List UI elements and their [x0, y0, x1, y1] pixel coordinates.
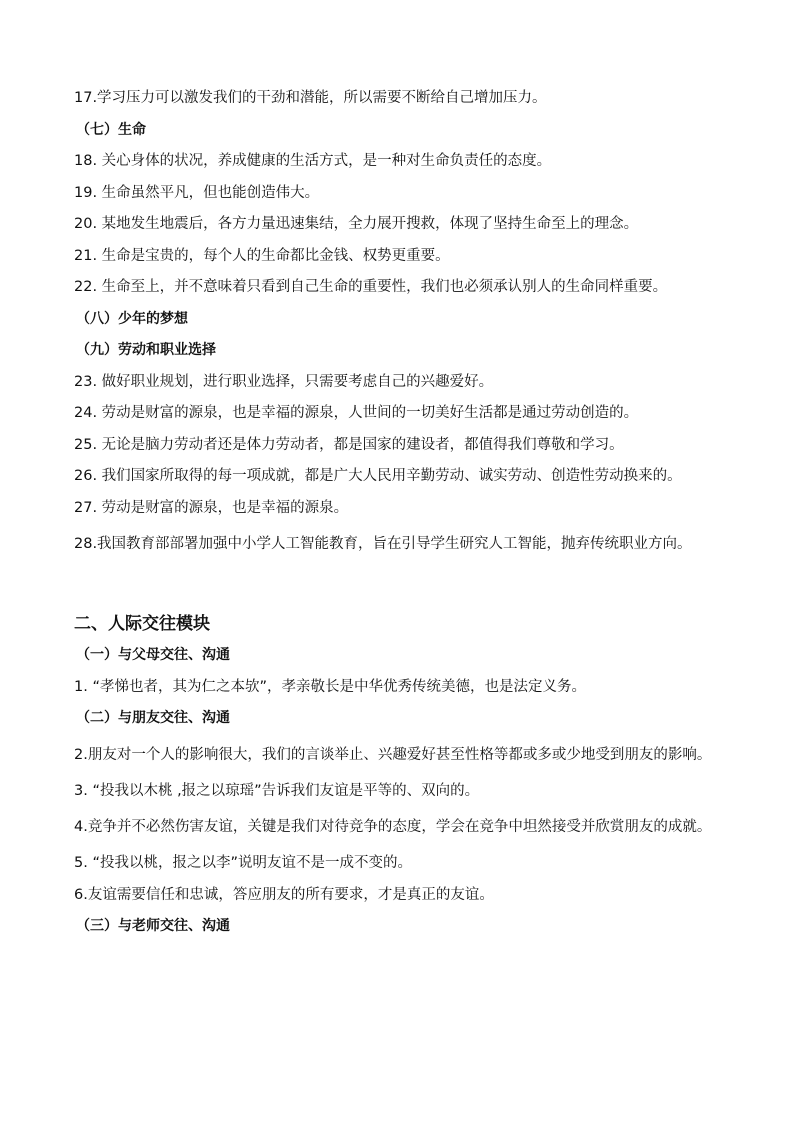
- subheading-teachers: （三）与老师交往、沟通: [76, 918, 230, 934]
- document-page: [74, 88, 724, 948]
- statement-20: 20. 某地发生地震后，各方力量迅速集结，全力展开搜救，体现了坚持生命至上的理念。: [74, 216, 639, 232]
- statement-27: 27. 劳动是财富的源泉，也是幸福的源泉。: [74, 499, 349, 516]
- statement-21: 21. 生命是宝贵的，每个人的生命都比金钱、权势更重要。: [74, 247, 450, 264]
- statement-19: 19. 生命虽然平凡，但也能创造伟大。: [74, 184, 320, 201]
- subheading-friends: （二）与朋友交往、沟通: [76, 710, 230, 726]
- statement-3: 3. “投我以木桃 ,报之以琼瑶”告诉我们友谊是平等的、双向的。: [74, 782, 480, 799]
- statement-28: 28.我国教育部部署加强中小学人工智能教育，旨在引导学生研究人工智能，抛弃传统职业方向。: [74, 536, 692, 552]
- statement-6: 6.友谊需要信任和忠诚，答应朋友的所有要求，才是真正的友谊。: [74, 886, 494, 903]
- statement-4: 4.竞争并不必然伤害友谊，关键是我们对待竞争的态度，学会在竞争中坦然接受并欣赏朋友的成就。: [74, 819, 712, 835]
- section-title-interpersonal: 二、人际交往模块: [74, 614, 210, 634]
- subheading-life: （七）生命: [76, 121, 146, 138]
- statement-5: 5. “投我以桃，报之以李”说明友谊不是一成不变的。: [74, 855, 412, 871]
- subheading-youth-dream: （八）少年的梦想: [76, 310, 188, 327]
- statement-18: 18. 关心身体的状况，养成健康的生活方式，是一种对生命负责任的态度。: [74, 153, 552, 169]
- statement-17: 17.学习压力可以激发我们的干劲和潜能，所以需要不断给自己增加压力。: [74, 90, 547, 106]
- statement-22: 22. 生命至上，并不意味着只看到自己生命的重要性，我们也必须承认别人的生命同样重要。: [74, 279, 668, 295]
- subheading-labor-career: （九）劳动和职业选择: [76, 342, 216, 358]
- statement-2: 2.朋友对一个人的影响很大，我们的言谈举止、兴趣爱好甚至性格等都或多或少地受到朋友的影响。: [74, 746, 712, 763]
- statement-26: 26. 我们国家所取得的每一项成就，都是广大人民用辛勤劳动、诚实劳动、创造性劳动换来的。: [74, 468, 682, 484]
- statement-25: 25. 无论是脑力劳动者还是体力劳动者，都是国家的建设者，都值得我们尊敬和学习。: [74, 436, 624, 453]
- statement-24: 24. 劳动是财富的源泉，也是幸福的源泉，人世间的一切美好生活都是通过劳动创造的。: [74, 405, 639, 421]
- statement-23: 23. 做好职业规划，进行职业选择，只需要考虑自己的兴趣爱好。: [74, 373, 494, 390]
- subheading-parents: （一）与父母交往、沟通: [76, 647, 230, 663]
- statement-1: 1. “孝悌也者，其为仁之本欤”，孝亲敬长是中华优秀传统美德，也是法定义务。: [74, 678, 586, 695]
